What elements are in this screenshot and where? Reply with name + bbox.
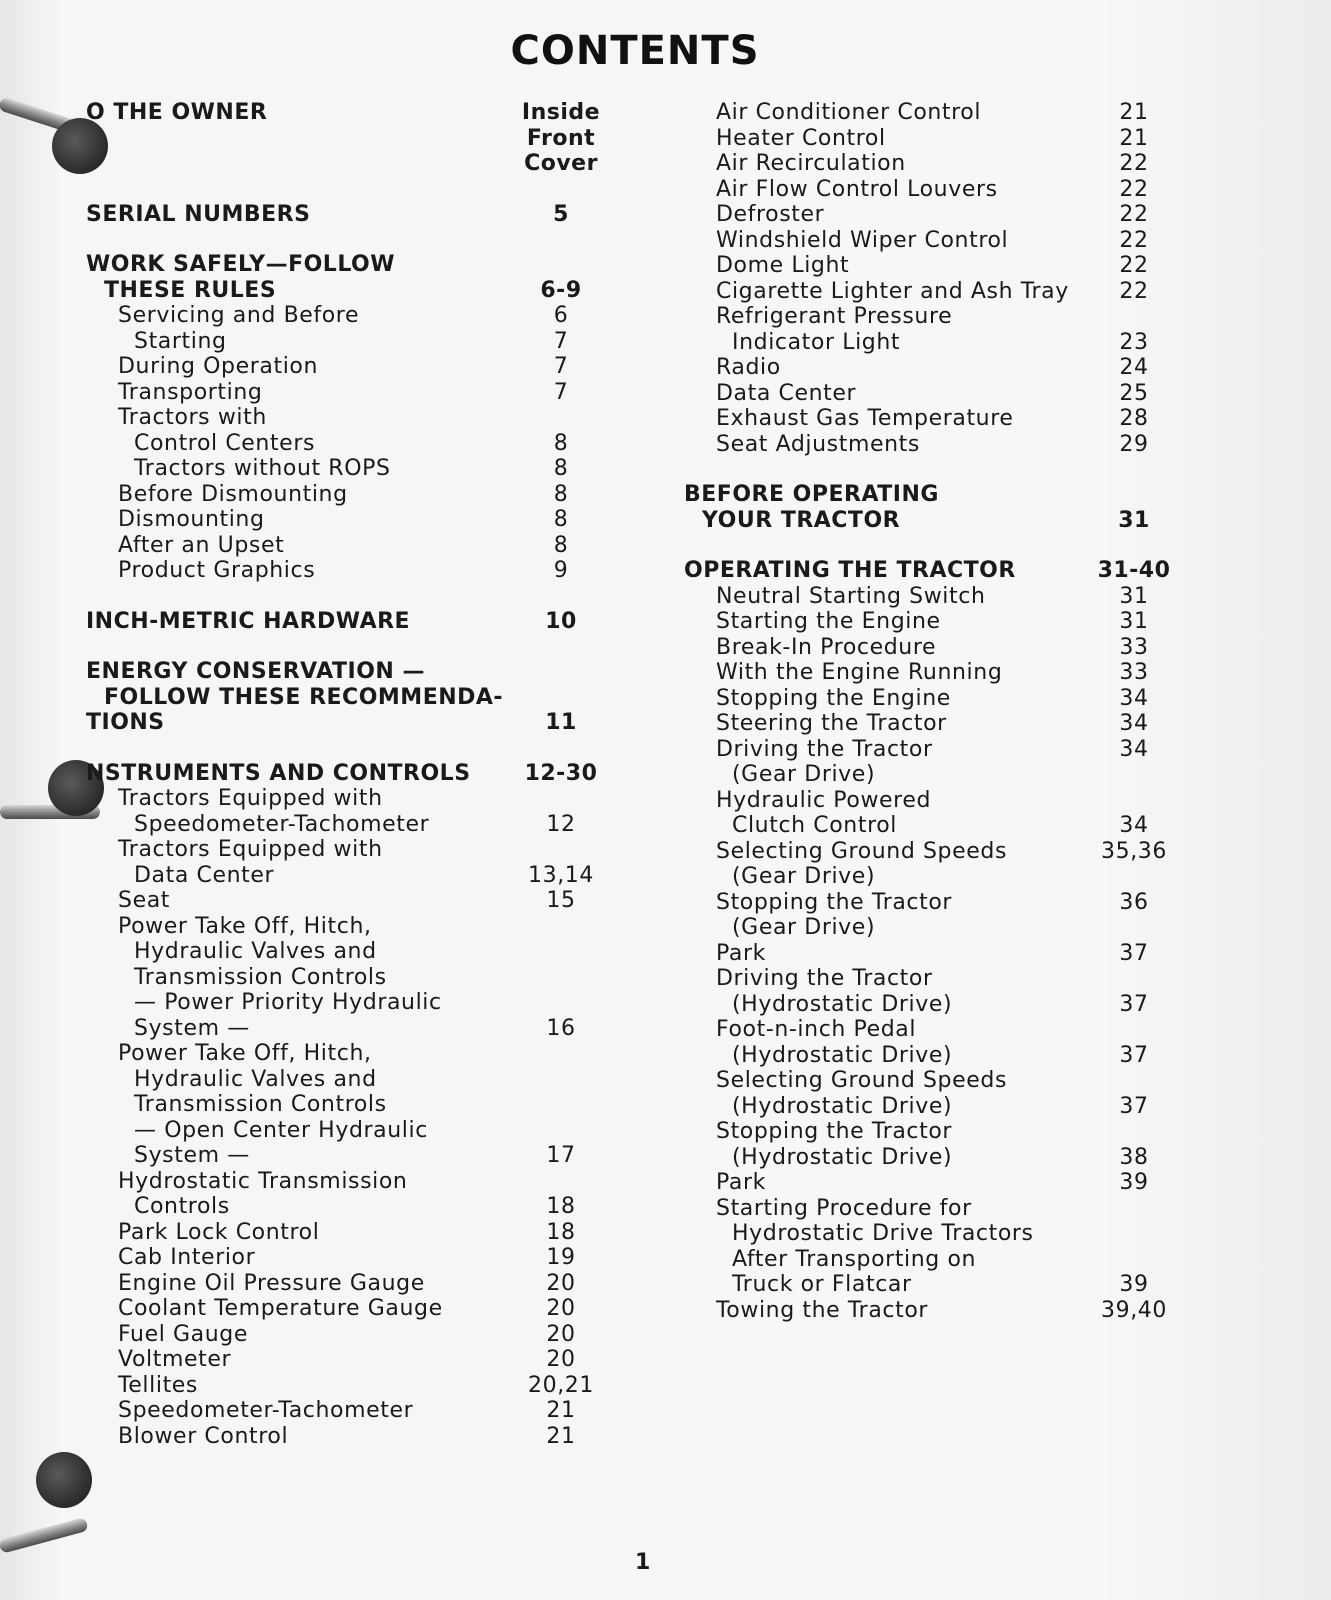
toc-entry [684, 432, 1184, 458]
toc-entry-title: Windshield Wiper Control [716, 227, 1009, 253]
toc-entry [86, 990, 606, 1016]
contents-right-column [684, 100, 1184, 1323]
toc-entry [86, 1424, 606, 1450]
toc-entry [86, 482, 606, 508]
toc-entry-title: Heater Control [716, 125, 886, 151]
toc-entry-page: 21 [1119, 125, 1149, 151]
toc-entry [86, 786, 606, 812]
toc-entry-title: Clutch Control [732, 813, 897, 838]
toc-entry [684, 737, 1184, 763]
toc-entry [684, 1247, 1184, 1273]
toc-entry-title: Starting [134, 328, 227, 354]
toc-entry [684, 304, 1184, 330]
toc-entry-title: — Power Priority Hydraulic [134, 990, 442, 1015]
toc-entry-page: 34 [1119, 736, 1149, 762]
toc-entry-title: Power Take Off, Hitch, [118, 1041, 372, 1066]
toc-entry-title: Break-In Procedure [716, 634, 937, 660]
toc-entry-title: Voltmeter [118, 1347, 232, 1372]
toc-entry [684, 279, 1184, 305]
toc-entry-title: Cigarette Lighter and Ash Tray [716, 278, 1069, 304]
toc-entry-page: 7 [553, 328, 569, 354]
toc-entry-page: 16 [546, 1015, 576, 1041]
toc-entry-title: YOUR TRACTOR [702, 507, 901, 533]
toc-entry-title: Neutral Starting Switch [716, 583, 986, 609]
toc-entry-title: Dome Light [716, 253, 850, 278]
toc-entry [684, 635, 1184, 661]
toc-entry-title: (Hydrostatic Drive) [732, 991, 953, 1017]
toc-entry-title: Stopping the Engine [716, 685, 951, 711]
toc-section-heading [684, 508, 1184, 534]
toc-entry [684, 992, 1184, 1018]
toc-entry [86, 1118, 606, 1144]
toc-entry [684, 1196, 1184, 1222]
toc-entry [86, 1296, 606, 1322]
toc-section-heading [86, 252, 606, 278]
toc-entry [86, 303, 606, 329]
toc-entry-title: Park [716, 1170, 766, 1195]
toc-entry-title: BEFORE OPERATING [684, 482, 939, 507]
toc-entry-page: 39 [1119, 1170, 1149, 1195]
toc-entry [684, 762, 1184, 788]
toc-entry-page: 22 [1119, 253, 1149, 278]
toc-entry-page: 20 [546, 1347, 576, 1372]
toc-entry-page: 31-40 [1097, 558, 1171, 583]
toc-entry-title: After an Upset [118, 532, 285, 558]
toc-section-heading [86, 100, 606, 177]
toc-entry [684, 330, 1184, 356]
toc-entry-page: 8 [553, 481, 569, 507]
toc-entry-title: (Gear Drive) [732, 864, 876, 889]
toc-entry-page: 22 [1119, 278, 1149, 304]
toc-entry [86, 888, 606, 914]
toc-entry-title: (Gear Drive) [732, 762, 876, 787]
toc-entry [86, 812, 606, 838]
toc-entry-page: Inside Front Cover [521, 100, 601, 176]
toc-entry-page: 37 [1119, 991, 1149, 1017]
toc-entry-title: System — [134, 1143, 250, 1168]
toc-entry-title: Park [716, 940, 766, 966]
toc-section-heading [86, 278, 606, 304]
toc-entry-title: Tractors with [118, 405, 267, 430]
toc-entry-page: 8 [553, 430, 569, 456]
toc-entry [684, 1170, 1184, 1196]
toc-entry-page: 9 [553, 558, 569, 583]
toc-entry-title: SERIAL NUMBERS [86, 201, 311, 227]
toc-entry [684, 1094, 1184, 1120]
toc-entry [86, 1194, 606, 1220]
toc-entry-page: 20 [546, 1321, 576, 1347]
toc-section-heading [684, 558, 1184, 584]
toc-entry-page: 22 [1119, 202, 1149, 227]
toc-entry [86, 939, 606, 965]
toc-entry-title: Tellites [118, 1372, 198, 1398]
toc-entry [86, 914, 606, 940]
toc-entry-page: 22 [1119, 151, 1149, 176]
toc-entry-title: Air Recirculation [716, 151, 906, 176]
toc-entry-page: 36 [1119, 889, 1149, 915]
toc-entry [684, 151, 1184, 177]
toc-entry-page: 5 [553, 201, 569, 227]
toc-entry [86, 354, 606, 380]
toc-entry [86, 1143, 606, 1169]
toc-entry [684, 381, 1184, 407]
toc-entry [86, 1373, 606, 1399]
toc-entry-title: (Hydrostatic Drive) [732, 1144, 953, 1170]
toc-entry [684, 941, 1184, 967]
toc-entry-title: Transmission Controls [134, 964, 387, 990]
toc-entry-page: 24 [1119, 355, 1149, 380]
toc-entry [86, 507, 606, 533]
toc-entry [684, 1221, 1184, 1247]
toc-entry-title: NSTRUMENTS AND CONTROLS [86, 760, 471, 786]
page-number: 1 [635, 1550, 651, 1575]
toc-entry-title: Speedometer-Tachometer [118, 1398, 414, 1423]
toc-entry-title: Hydrostatic Transmission [118, 1168, 408, 1194]
toc-entry-title: Tractors without ROPS [134, 456, 391, 481]
toc-entry-title: Dismounting [118, 507, 265, 532]
toc-entry [86, 1067, 606, 1093]
toc-entry [684, 839, 1184, 865]
toc-entry-title: WORK SAFELY—FOLLOW [86, 252, 396, 277]
toc-entry-page: 20,21 [528, 1372, 594, 1398]
toc-entry [684, 1145, 1184, 1171]
toc-entry-page: 6-9 [540, 277, 582, 303]
toc-entry [86, 1220, 606, 1246]
toc-entry [684, 1298, 1184, 1324]
toc-entry-page: 20 [546, 1270, 576, 1296]
toc-entry-title: Hydrostatic Drive Tractors [732, 1221, 1034, 1246]
toc-entry-page: 7 [553, 354, 569, 379]
toc-entry [684, 1068, 1184, 1094]
toc-entry [684, 228, 1184, 254]
toc-entry-title: Driving the Tractor [716, 966, 933, 991]
toc-entry-page: 12 [546, 811, 576, 837]
toc-entry-title: (Hydrostatic Drive) [732, 1093, 953, 1119]
toc-entry-page: 17 [546, 1143, 576, 1168]
toc-entry-title: Driving the Tractor [716, 736, 933, 762]
toc-entry-title: OPERATING THE TRACTOR [684, 558, 1016, 583]
toc-entry-page: 22 [1119, 176, 1149, 202]
toc-entry-title: Transmission Controls [134, 1092, 387, 1117]
toc-entry [684, 711, 1184, 737]
toc-entry-title: Engine Oil Pressure Gauge [118, 1270, 425, 1296]
toc-entry-title: System — [134, 1015, 250, 1041]
toc-entry-page: 11 [545, 710, 577, 735]
toc-entry-page: 38 [1119, 1144, 1149, 1170]
toc-entry-page: 34 [1119, 685, 1149, 711]
toc-entry-page: 22 [1119, 227, 1149, 253]
toc-entry-title: ENERGY CONSERVATION — [86, 659, 425, 684]
toc-entry-page: 18 [546, 1219, 576, 1245]
toc-entry-page: 31 [1118, 507, 1150, 533]
toc-entry [86, 533, 606, 559]
toc-entry-page: 29 [1119, 431, 1149, 457]
toc-entry-page: 15 [546, 888, 576, 913]
contents-left-column [86, 100, 606, 1449]
toc-entry [86, 863, 606, 889]
toc-entry-page: 39,40 [1101, 1297, 1167, 1323]
toc-entry-page: 37 [1119, 1093, 1149, 1119]
toc-entry [684, 1119, 1184, 1145]
toc-entry-title: (Hydrostatic Drive) [732, 1042, 953, 1068]
toc-entry [684, 177, 1184, 203]
toc-entry-title: Controls [134, 1194, 230, 1219]
toc-entry-title: Tractors Equipped with [118, 786, 383, 811]
toc-entry-title: Defroster [716, 202, 825, 227]
toc-entry-title: During Operation [118, 354, 319, 379]
toc-entry [86, 1016, 606, 1042]
toc-entry-title: Exhaust Gas Temperature [716, 406, 1014, 431]
toc-entry [684, 126, 1184, 152]
toc-entry-page: 33 [1119, 660, 1149, 685]
page-title: CONTENTS [510, 28, 760, 74]
toc-entry [86, 558, 606, 584]
toc-entry-page: 23 [1119, 329, 1149, 355]
binder-ring-wire [0, 1517, 89, 1554]
toc-entry-title: Cab Interior [118, 1245, 256, 1270]
toc-entry-title: Coolant Temperature Gauge [118, 1296, 443, 1321]
toc-entry-title: THESE RULES [104, 277, 277, 303]
toc-entry-page: 6 [553, 303, 569, 328]
toc-entry-page: 39 [1119, 1272, 1149, 1297]
toc-entry-title: Foot-n-inch Pedal [716, 1017, 917, 1042]
toc-entry-page: 13,14 [528, 862, 594, 888]
toc-entry-title: (Gear Drive) [732, 915, 876, 940]
toc-entry-title: Selecting Ground Speeds [716, 1068, 1008, 1093]
toc-entry-title: Seat [118, 888, 171, 913]
toc-entry [86, 1245, 606, 1271]
toc-entry-title: Truck or Flatcar [732, 1272, 912, 1297]
toc-entry [86, 431, 606, 457]
toc-entry [86, 1169, 606, 1195]
toc-entry [684, 584, 1184, 610]
toc-entry-title: Towing the Tractor [716, 1297, 929, 1323]
toc-entry-title: Starting Procedure for [716, 1195, 972, 1221]
toc-entry [684, 966, 1184, 992]
toc-entry [86, 1271, 606, 1297]
toc-entry-page: 34 [1119, 813, 1149, 838]
toc-section-heading [86, 659, 606, 685]
toc-entry-title: Servicing and Before [118, 303, 360, 328]
toc-entry-title: After Transporting on [732, 1246, 977, 1272]
toc-entry-page: 33 [1119, 634, 1149, 660]
toc-entry-page: 10 [545, 608, 577, 634]
toc-entry [86, 965, 606, 991]
toc-entry-page: 31 [1119, 609, 1149, 634]
toc-entry-title: Refrigerant Pressure [716, 304, 953, 329]
toc-entry-title: Air Conditioner Control [716, 100, 982, 125]
toc-entry-page: 25 [1119, 380, 1149, 406]
toc-entry-title: Seat Adjustments [716, 431, 920, 457]
toc-entry-title: Control Centers [134, 430, 316, 456]
toc-entry-page: 21 [546, 1398, 576, 1423]
toc-entry-title: Hydraulic Powered [716, 787, 932, 813]
toc-entry [86, 1347, 606, 1373]
toc-entry-title: Stopping the Tractor [716, 889, 953, 915]
toc-entry-title: Hydraulic Valves and [134, 1066, 377, 1092]
toc-entry-page: 31 [1119, 583, 1149, 609]
toc-entry-page: 8 [553, 456, 569, 481]
toc-entry [684, 1272, 1184, 1298]
toc-entry [684, 890, 1184, 916]
toc-entry-title: Radio [716, 355, 781, 380]
toc-section-heading [86, 685, 606, 711]
toc-entry-title: Power Take Off, Hitch, [118, 913, 372, 939]
toc-entry [86, 380, 606, 406]
toc-entry-page: 8 [553, 532, 569, 558]
toc-entry-title: INCH-METRIC HARDWARE [86, 608, 411, 634]
toc-entry-page: 34 [1119, 711, 1149, 736]
toc-entry-title: Transporting [118, 379, 263, 405]
toc-entry [684, 406, 1184, 432]
toc-entry [86, 456, 606, 482]
toc-entry [684, 355, 1184, 381]
toc-entry-title: Before Dismounting [118, 481, 348, 507]
toc-entry-page: 7 [553, 379, 569, 405]
toc-entry [684, 686, 1184, 712]
toc-entry [86, 1322, 606, 1348]
toc-entry-page: 8 [553, 507, 569, 532]
toc-entry-title: With the Engine Running [716, 660, 1003, 685]
toc-entry-title: Steering the Tractor [716, 711, 947, 736]
toc-section-heading [86, 202, 606, 228]
toc-entry-title: — Open Center Hydraulic [134, 1117, 428, 1143]
toc-section-heading [86, 710, 606, 736]
toc-entry [86, 1398, 606, 1424]
toc-entry [684, 609, 1184, 635]
toc-entry-page: 37 [1119, 940, 1149, 966]
toc-entry [684, 788, 1184, 814]
toc-entry [86, 1041, 606, 1067]
toc-entry [86, 405, 606, 431]
toc-entry-title: Speedometer-Tachometer [134, 811, 430, 837]
toc-entry-page: 35,36 [1101, 838, 1167, 864]
toc-entry-title: Blower Control [118, 1423, 289, 1449]
toc-entry [684, 202, 1184, 228]
toc-entry [684, 1043, 1184, 1069]
toc-entry-title: Hydraulic Valves and [134, 939, 377, 964]
toc-entry-page: 12-30 [524, 760, 598, 786]
toc-entry-page: 21 [1119, 100, 1149, 125]
binder-hole [36, 1452, 92, 1508]
toc-entry [684, 660, 1184, 686]
toc-entry-page: 28 [1119, 406, 1149, 431]
toc-entry [86, 1092, 606, 1118]
toc-entry-title: Selecting Ground Speeds [716, 838, 1008, 864]
toc-entry-title: Fuel Gauge [118, 1321, 249, 1347]
toc-section-heading [684, 482, 1184, 508]
toc-entry-title: TIONS [86, 710, 165, 735]
toc-entry-title: Stopping the Tractor [716, 1119, 953, 1144]
toc-entry-title: O THE OWNER [86, 100, 268, 125]
toc-entry-page: 18 [546, 1194, 576, 1219]
toc-entry [684, 100, 1184, 126]
toc-entry-title: Data Center [134, 862, 275, 888]
toc-entry [684, 253, 1184, 279]
toc-entry-title: Data Center [716, 380, 857, 406]
toc-entry-page: 21 [546, 1423, 576, 1449]
toc-entry [684, 1017, 1184, 1043]
toc-entry [684, 864, 1184, 890]
toc-entry-title: Air Flow Control Louvers [716, 176, 998, 202]
toc-entry [684, 915, 1184, 941]
toc-entry-title: Starting the Engine [716, 609, 941, 634]
toc-section-heading [86, 609, 606, 635]
toc-entry [684, 813, 1184, 839]
toc-entry-title: Park Lock Control [118, 1219, 320, 1245]
toc-entry-page: 37 [1119, 1042, 1149, 1068]
toc-entry [86, 837, 606, 863]
toc-entry-title: FOLLOW THESE RECOMMENDA- [104, 684, 504, 710]
toc-entry [86, 329, 606, 355]
toc-entry-page: 20 [546, 1296, 576, 1321]
toc-entry-title: Indicator Light [732, 329, 901, 355]
toc-section-heading [86, 761, 606, 787]
toc-entry-page: 19 [546, 1245, 576, 1270]
toc-entry-title: Product Graphics [118, 558, 316, 583]
toc-entry-title: Tractors Equipped with [118, 837, 383, 862]
